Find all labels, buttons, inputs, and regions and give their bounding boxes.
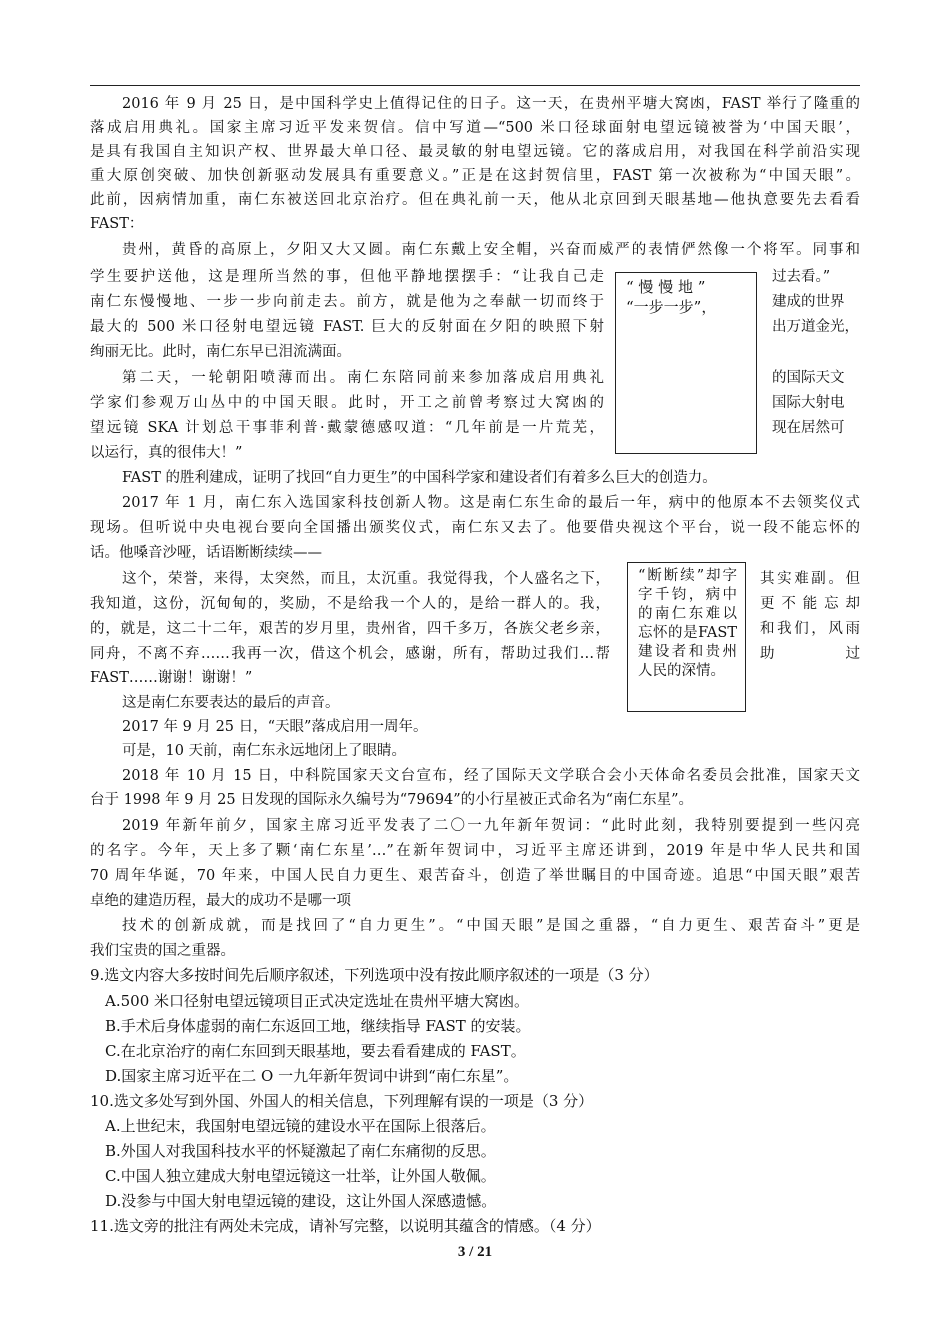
annotation-text: “一步一步”， — [626, 298, 717, 316]
option-d: D.国家主席习近平在二 O 一九年新年贺词中讲到“南仁东星”。 — [105, 1067, 519, 1085]
text-line: 2017 年 9 月 25 日，“天眼”落成启用一周年。 — [122, 719, 428, 735]
text-line: 这是南仁东要表达的最后的声音。 — [122, 695, 340, 711]
option-b: B.手术后身体虚弱的南仁东返回工地，继续指导 FAST 的安装。 — [105, 1017, 531, 1035]
option-d: D.没参与中国大射电望远镜的建设，这让外国人深感遗憾。 — [105, 1192, 497, 1210]
text-line: 贵州，黄昏的高原上，夕阳又大又圆。南仁东戴上安全帽，兴奋而威严的表情俨然像一个将军。同事和 — [122, 242, 860, 258]
text-line: 重大原创突破、加快创新驱动发展具有重要意义。”正是在这封贺信里，FAST 第一次被称为“中国天眼”。 — [90, 168, 860, 184]
text-line: 2018 年 10 月 15 日，中科院国家天文台宣布，经了国际天文学联合会小天体命名委员会批准，国家天文 — [122, 768, 860, 784]
text-line: 技术的创新成就，而是找回了“自力更生”。“中国天眼”是国之重器，“自力更生、艰苦奋斗”更是 — [122, 918, 860, 934]
text-line: 卓绝的建造历程，最大的成功不是哪一项 — [90, 893, 351, 909]
text-line: 现场。但听说中央电视台要向全国播出颁奖仪式，南仁东又去了。他要借央视这个平台，说一段不能忘怀的 — [90, 520, 860, 536]
text-line: 这个，荣誉，来得，太突然，而且，太沉重。我觉得我，个人盛名之下， — [122, 571, 610, 587]
annotation-box-1 — [615, 272, 757, 454]
text-line: 学生要护送他，这是理所当然的事，但他平静地摆摆手：“让我自己走 — [90, 269, 604, 285]
text-line: 的，就是，这二十二年，艰苦的岁月里，贵州省，四千多万，各族父老乡亲， — [90, 621, 610, 637]
option-c: C.中国人独立建成大射电望远镜这一壮举，让外国人敬佩。 — [105, 1167, 496, 1185]
page-number: 3 / 21 — [457, 1244, 493, 1260]
text-line: 的名字。今年，天上多了颗‘南仁东星’…”在新年贺词中，习近平主席还讲到，2019 年是中华人民共和国 — [90, 843, 860, 859]
text-line: 和我们，风雨 — [760, 621, 860, 637]
annotation-text: “断断续”却字字千钧，病中的南仁东难以忘怀的是FAST建设者和贵州人民的深情。 — [638, 568, 737, 679]
question-stem: 9.选文内容大多按时间先后顺序叙述，下列选项中没有按此顺序叙述的一项是（3 分） — [90, 966, 659, 984]
text-line: 其实难副。但 — [760, 571, 860, 587]
text-line: 是具有我国自主知识产权、世界最大单口径、最灵敏的射电望远镜。它的落成启用，对我国在科学前沿实现 — [90, 144, 860, 160]
text-line: 过去看。” — [772, 269, 831, 285]
text-line: 70 周年华诞，70 年来，中国人民自力更生、艰苦奋斗，创造了举世瞩目的中国奇迹。追思“中国天眼”艰苦 — [90, 868, 860, 884]
text-line: 绚丽无比。此时，南仁东早已泪流满面。 — [90, 344, 351, 360]
text-line: 建成的世界 — [772, 294, 845, 310]
text-line: 的国际天文 — [772, 370, 845, 386]
text-line: 学家们参观万山丛中的中国天眼。此时，开工之前曾考察过大窝凼的 — [90, 395, 604, 411]
question-stem: 10.选文多处写到外国、外国人的相关信息，下列理解有误的一项是（3 分） — [90, 1092, 594, 1110]
text-line: 现在居然可 — [772, 420, 845, 436]
option-a: A.上世纪末，我国射电望远镜的建设水平在国际上很落后。 — [105, 1117, 496, 1135]
text-line: 助过 — [760, 646, 860, 662]
text-line: 2019 年新年前夕，国家主席习近平发表了二〇一九年新年贺词：“此时此刻，我特别要提到一些闪亮 — [122, 818, 860, 834]
text-line: 望远镜 SKA 计划总干事菲利普·戴蒙德感叹道：“几年前是一片荒芜， — [90, 420, 604, 436]
annotation-box-2 — [627, 562, 746, 712]
text-line: 国际大射电 — [772, 395, 845, 411]
text-line: 第二天，一轮朝阳喷薄而出。南仁东陪同前来参加落成启用典礼 — [122, 370, 604, 386]
header-rule — [90, 85, 860, 86]
text-line: 话。他嗓音沙哑，话语断断续续—— — [90, 545, 322, 561]
option-c: C.在北京治疗的南仁东回到天眼基地，要去看看建成的 FAST。 — [105, 1042, 526, 1060]
text-line: 2016 年 9 月 25 日，是中国科学史上值得记住的日子。这一天，在贵州平塘大窝凼，FAST 举行了隆重的 — [122, 96, 860, 112]
text-line: 2017 年 1 月，南仁东入选国家科技创新人物。这是南仁东生命的最后一年，病中的他原本不去领奖仪式 — [122, 495, 860, 511]
paragraph-4: FAST 的胜利建成，证明了找回“自力更生”的中国科学家和建设者们有着多么巨大的创造力。 — [122, 470, 717, 486]
option-b: B.外国人对我国科技水平的怀疑激起了南仁东痛彻的反思。 — [105, 1142, 496, 1160]
text-line: 我知道，这份，沉甸甸的，奖励，不是给我一个人的，是给一群人的。我， — [90, 596, 610, 612]
text-line: 最大的 500 米口径射电望远镜 FAST. 巨大的反射面在夕阳的映照下射 — [90, 319, 604, 335]
text-line: FAST： — [90, 216, 144, 232]
text-line: 南仁东慢慢地、一步一步向前走去。前方，就是他为之奉献一切而终于 — [90, 294, 604, 310]
text-line: 可是，10 天前，南仁东永远地闭上了眼睛。 — [122, 743, 407, 759]
text-line: FAST……谢谢！谢谢！” — [90, 670, 253, 686]
text-line: 台于 1998 年 9 月 25 日发现的国际永久编号为“79694”的小行星被正式命名为“南仁东星”。 — [90, 792, 694, 808]
text-line: 落成启用典礼。国家主席习近平发来贺信。信中写道—“500 米口径球面射电望远镜被誉为‘中国天眼’， — [90, 120, 860, 136]
option-a: A.500 米口径射电望远镜项目正式决定选址在贵州平塘大窝凼。 — [105, 992, 530, 1010]
text-line: 同舟，不离不弃……我再一次，借这个机会，感谢，所有，帮助过我们…帮 — [90, 646, 610, 662]
text-line: 更不能忘却 — [760, 596, 860, 612]
annotation-text: “ 慢 慢 地 ” — [626, 278, 706, 296]
text-line: 以运行，真的很伟大！” — [90, 445, 243, 461]
text-line: 出万道金光， — [772, 319, 859, 335]
text-line: 我们宝贵的国之重器。 — [90, 943, 235, 959]
question-11-stem: 11.选文旁的批注有两处未完成，请补写完整，以说明其蕴含的情感。（4 分） — [90, 1217, 601, 1235]
text-line: 此前，因病情加重，南仁东被送回北京治疗。但在典礼前一天，他从北京回到天眼基地—他执意要先去看看 — [90, 192, 860, 208]
